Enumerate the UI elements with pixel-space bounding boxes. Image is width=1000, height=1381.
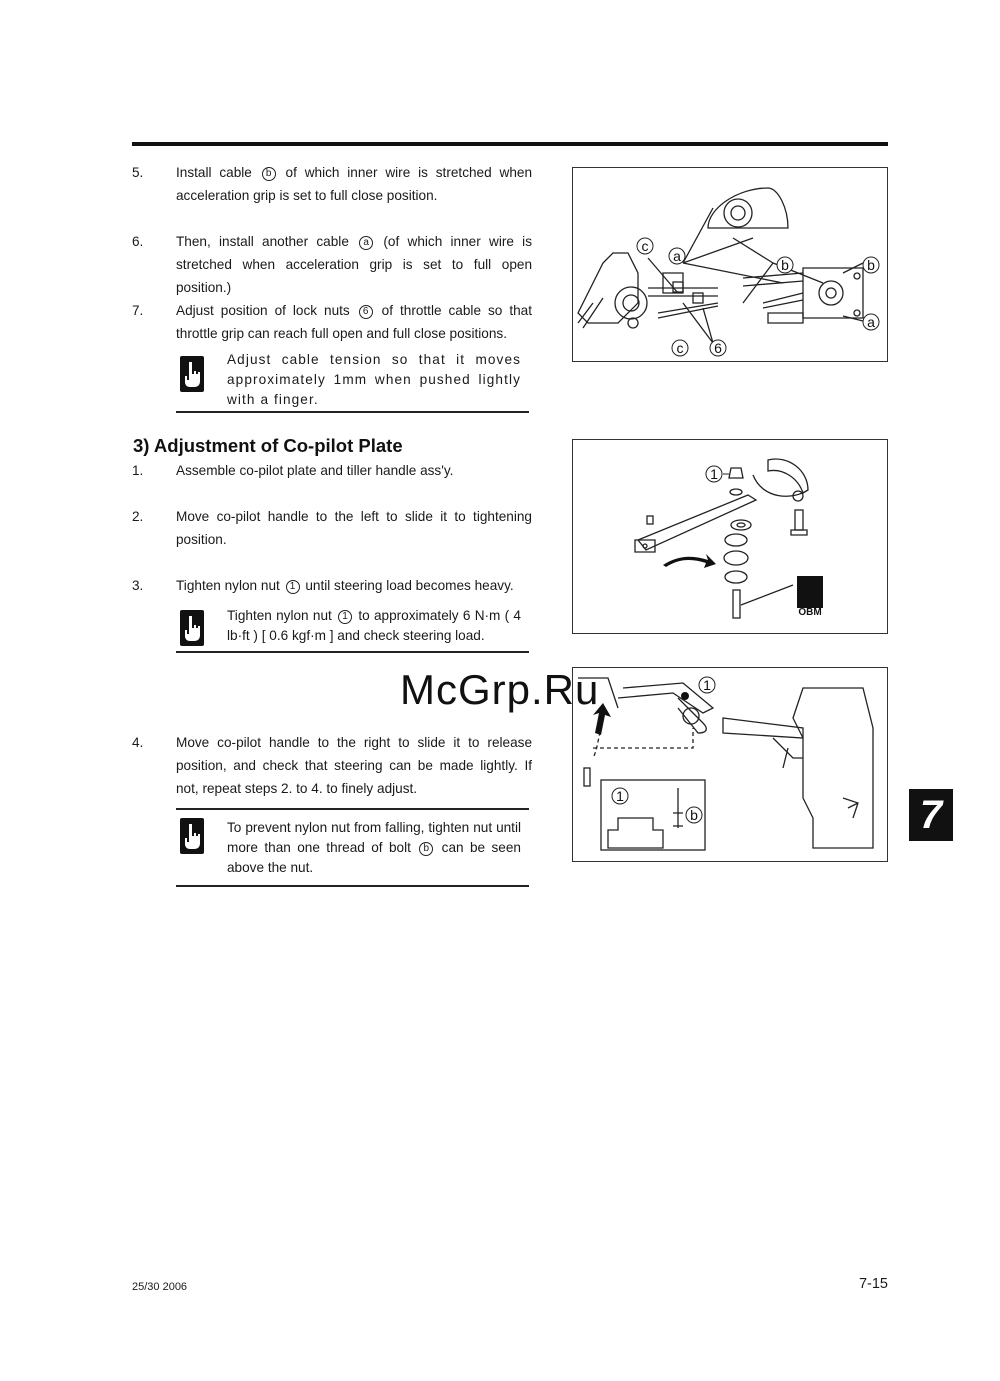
fig1-label-b2: b (867, 257, 875, 273)
fig3-label-1b: 1 (616, 788, 624, 804)
fig2-label-1: 1 (710, 466, 718, 482)
step-3 (132, 574, 532, 597)
step-4 (132, 731, 532, 800)
figure-copilot-handle (572, 667, 888, 862)
callout-a: a (359, 236, 373, 250)
step-text: Assemble co-pilot plate and tiller handle ass'y. (176, 463, 454, 478)
step-text: Install cable b of which inner wire is stretched when acceleration grip is set to full close position. (176, 165, 532, 203)
callout-6: 6 (359, 305, 373, 319)
fig1-label-a: a (673, 248, 681, 264)
step-text: Move co-pilot handle to the right to slide it to release position, and check that steering can be made lightly. If not, repeat steps 2. to 4. to finely adjust. (176, 735, 532, 796)
note-nylon-nut (176, 808, 529, 887)
step-5 (132, 161, 532, 207)
step-number: 5. (132, 165, 144, 180)
note-torque (176, 604, 529, 653)
chapter-tab: 7 (909, 789, 953, 841)
note-text: To prevent nylon nut from falling, tighten nut until more than one thread of bolt b can be seen above the nut. (227, 820, 521, 875)
step-number: 6. (132, 234, 144, 249)
note-text: Adjust cable tension so that it moves approximately 1mm when pushed lightly with a finger. (227, 352, 521, 407)
step-1 (132, 459, 532, 482)
step-number: 3. (132, 578, 144, 593)
fig1-label-c2: c (676, 340, 684, 356)
fig1-label-6: 6 (714, 340, 722, 356)
step-6 (132, 230, 532, 295)
step-text: Adjust position of lock nuts 6 of throttle cable so that throttle grip can reach full open and full close positions. (176, 303, 532, 341)
note-text: Tighten nylon nut 1 to approximately 6 N·m ( 4 lb·ft ) [ 0.6 kgf·m ] and check steering load. (227, 608, 521, 643)
callout-1: 1 (286, 580, 300, 594)
callout-b: b (262, 167, 276, 181)
figure-throttle-cables (572, 167, 888, 362)
step-number: 4. (132, 735, 144, 750)
step-number: 7. (132, 303, 144, 318)
footer-model: 25/30 2006 (132, 1281, 188, 1293)
fig3-label-b: b (690, 807, 698, 823)
fig2-obm-label: OBM (798, 607, 822, 618)
pointing-hand-icon (180, 818, 204, 854)
step-number: 2. (132, 509, 144, 524)
fig1-label-c: c (641, 238, 649, 254)
fig3-label-1: 1 (703, 677, 711, 693)
step-2 (132, 505, 532, 551)
callout-1: 1 (338, 610, 352, 624)
step-text: Move co-pilot handle to the left to slide it to tightening position. (176, 509, 532, 547)
fig1-label-b: b (781, 257, 789, 273)
pointing-hand-icon (180, 356, 204, 392)
callout-b: b (419, 842, 433, 856)
step-7 (132, 299, 532, 345)
watermark: McGrp.Ru (400, 666, 600, 713)
page-number: 7-15 (858, 1276, 888, 1292)
figure-copilot-parts (572, 439, 888, 634)
note-cable-tension (176, 350, 529, 413)
step-text: Then, install another cable a (of which inner wire is stretched when acceleration grip is set to full open position.) (176, 234, 532, 295)
header-rule (132, 142, 888, 146)
step-number: 1. (132, 463, 144, 478)
fig1-label-a2: a (867, 314, 875, 330)
section-heading: 3) Adjustment of Co-pilot Plate (133, 435, 403, 456)
pointing-hand-icon (180, 610, 204, 646)
step-text: Tighten nylon nut 1 until steering load becomes heavy. (176, 578, 514, 593)
